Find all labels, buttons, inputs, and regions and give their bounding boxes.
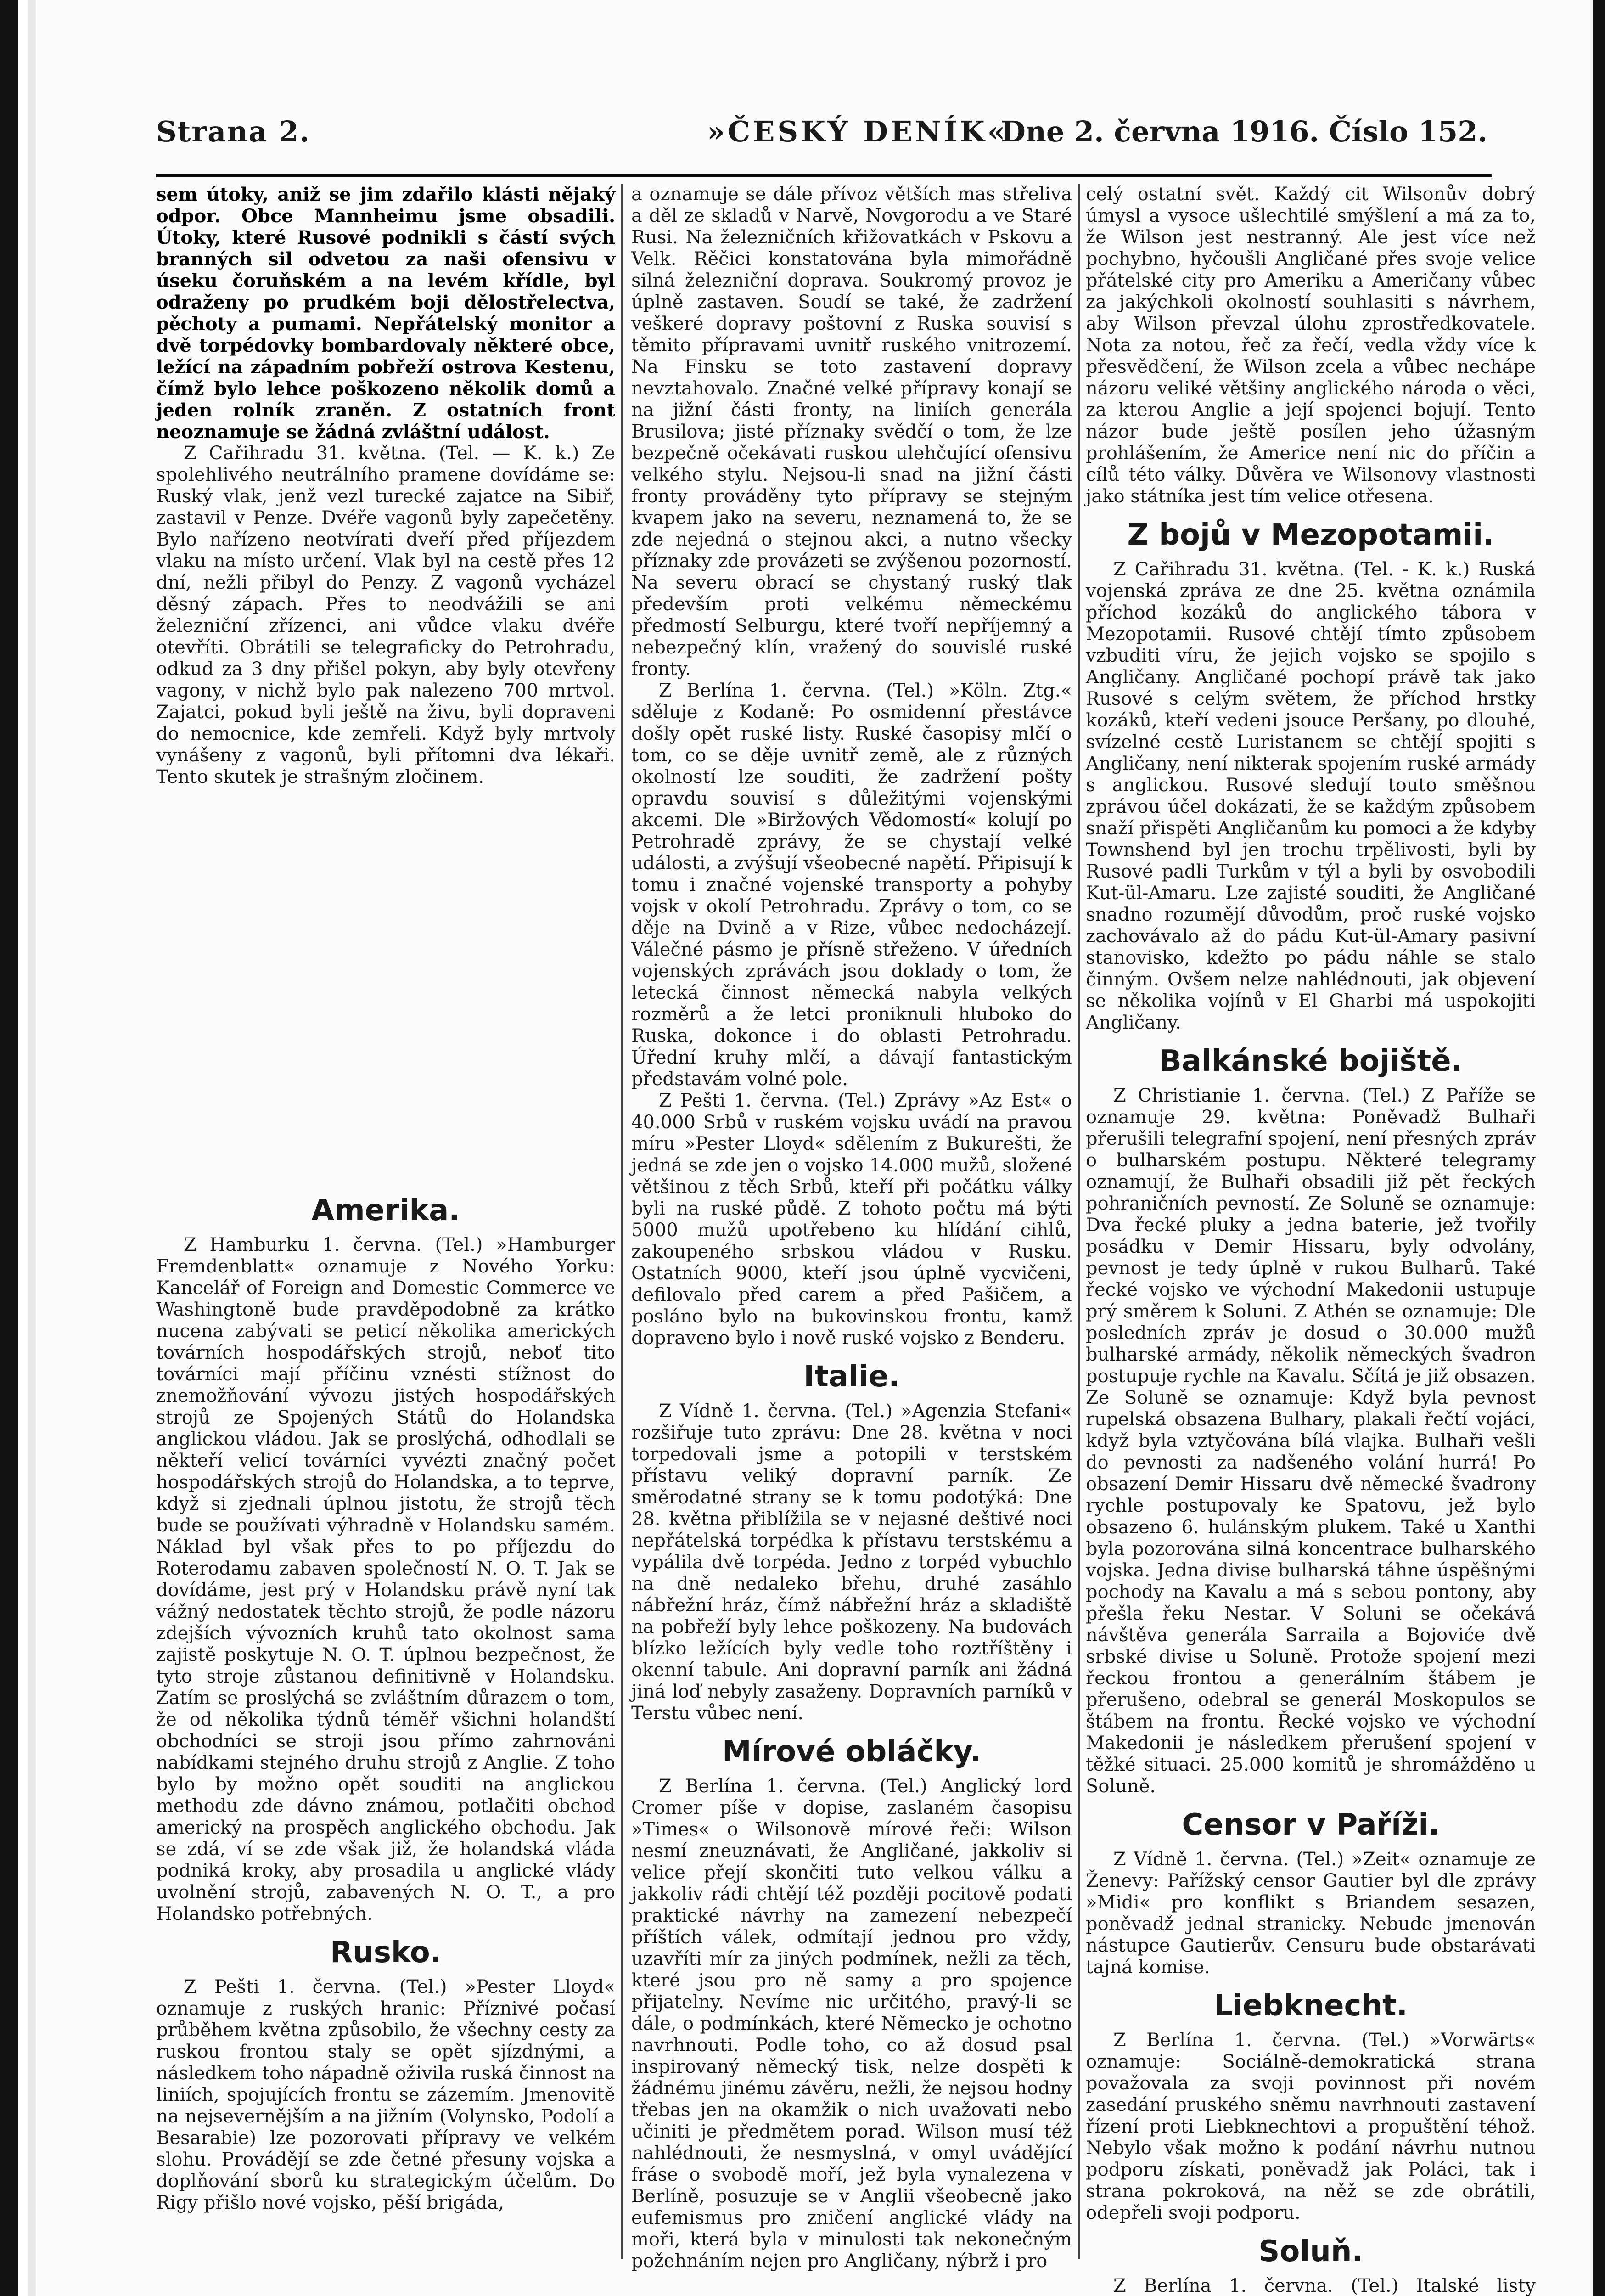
article-text: Z Berlína 1. června. (Tel.) »Vorwärts« oznamuje: Sociálně-demokratická strana považovala za svoji povinnost při novém zasedání pruského sněmu navrhnouti zastavení řízení proti Liebknechtovi a propuštění téhož. Nebylo však možno k podání návrhu nutnou podporu získati, poněvadž jak Poláci, tak i strana pokroková, na něž se zde obrátili, odepřeli svoji podporu.	[1086, 2030, 1536, 2223]
issue-date: Dne 2. června 1916. Číslo 152.	[1001, 115, 1487, 148]
article-text: Z Vídně 1. června. (Tel.) »Zeit« oznamuje ze Ženevy: Pařížský censor Gautier byl dle zprávy »Midi« pro konflikt s Briandem sesazen, poněvadž jednal stranicky. Nebude jmenován nástupce Gautierův. Censuru bude obstarávati tajná komise.	[1086, 1849, 1536, 1978]
section-heading-solun: Soluň.	[1258, 2234, 1363, 2268]
article-text: Z Pešti 1. června. (Tel.) »Pester Lloyd« oznamuje z ruských hranic: Příznivé počasí průběhem května způsobilo, že všechny cesty za ruskou frontou staly se opět sjízdnými, a následkem toho nápadně oživila ruská činnost na liniích, spojujících frontu se zázemím. Jmenovitě na nejsevernějším a na jižním (Volynsko, Podolí a Besarabie) lze pozorovati přípravy ve velkém slohu. Provádějí se zde četné přesuny vojska a doplňování sborů ku strategickým účelům. Do Rigy přišlo nové vojsko, pěší brigáda,	[156, 1976, 615, 2213]
column-2	[631, 184, 1072, 2272]
scan-border-right	[1593, 0, 1605, 2296]
article-text: Z Christianie 1. června. (Tel.) Z Paříže se oznamuje 29. května: Poněvadž Bulhaři přerušili telegrafní spojení, není přesných zpráv o bulharském postupu. Některé telegramy oznamují, že Bulhaři obsadili již pět řeckých pohraničních pevností. Ze Soluně se oznamuje: Dva řecké pluky a jedna baterie, jež tvořily posádku v Demir Hissaru, byly odvolány, pevnost je tedy úplně v rukou Bulharů. Také řecké vojsko ve východní Makedonii ustupuje prý směrem k Soluni. Z Athén se oznamuje: Dle posledních zpráv je dosud o 30.000 mužů bulharské armády, několik německých švadron postupuje rychle na Kavalu. Sčítá je již obsazen. Ze Soluně se oznamuje: Když byla pevnost rupelská obsazena Bulhary, plakali řečtí vojáci, když byla vztyčována bílá vlajka. Bulhaři vešli do pevnosti za nadšeného volání hurrá! Po obsazení Demir Hissaru dvě německé švadrony rychle postupovaly ke Spatovu, jež bylo obsazeno 6. hulánským plukem. Také u Xanthi byla pozorována silná koncentrace bulharského vojska. Jedna divise bulharská táhne úspěšnými pochody na Kavalu a má s sebou pontony, aby přešla řeku Nestar. V Soluni se očekává návštěva generála Sarraila a Bojoviće dvě srbské divise u Soluně. Protože spojení mezi řeckou frontou a generálním štábem je přerušeno, odebral se generál Moskopulos se štábem na frontu. Řecké vojsko ve východní Makedonii je následkem přerušení spojení v těžké situaci. 25.000 komitů je shromážděno u Soluně.	[1086, 1085, 1536, 1797]
article-text: Z Vídně 1. června. (Tel.) »Agenzia Stefani« rozšiřuje tuto zprávu: Dne 28. května v noci torpedovali jsme a potopili v terstském přístavu veliký dopravní parník. Ze směrodatné strany se k tomu podotýká: Dne 28. května přiblížila se v nejasné deštivé noci nepřátelská torpédka k přístavu terstskému a vypálila dvě torpéda. Jedno z torpéd vybuchlo na dně nedaleko břehu, druhé zasáhlo nábřežní hráz, čímž nábřežní hráz a skladiště na pobřeží byly lehce poškozeny. Na budovách blízko ležících byly vedle toho roztříštěny i okenní tabule. Ani dopravní parník ani žádná jiná loď nebyly zasaženy. Dopravních parníků v Terstu vůbec není.	[631, 1401, 1072, 1724]
article-text: a oznamuje se dále přívoz větších mas střeliva a děl ze skladů v Narvě, Novgorodu a ve Staré Rusi. Na železničních křižovatkách v Pskovu a Velk. Rěčici konstatována byla mimořádně silná železniční doprava. Soukromý provoz je úplně zastaven. Soudí se také, že zadržení veškeré dopravy poštovní z Ruska souvisí s těmito přípravami uvnitř ruského vnitrozemí. Na Finsku se toto zastavení dopravy nevztahovalo. Značné velké přípravy konají se na jižní části fronty, na liniích generála Brusilova; jisté příznaky svědčí o tom, že lze bezpečně očekávati ruskou ulehčující ofensivu velkého stylu. Nejsou-li snad na jižní části fronty prováděny tyto přípravy se stejným kvapem jako na severu, neznamená to, že se zde nejedná o stejnou akci, a nutno všecky příznaky zde provázeti se zvýšenou pozorností. Na severu obrací se chystaný ruský tlak především proti velkému německému předmostí Selburgu, které tvoří nepříjemný a nebezpečný klín, vražený do souvislé ruské fronty.	[631, 184, 1072, 680]
column-3	[1086, 184, 1536, 2296]
article-text: celý ostatní svět. Každý cit Wilsonův dobrý úmysl a vysoce ušlechtilé smýšlení a má za to, že Wilson jest nestranný. Ale jest více než pochybno, hyčoušli Angličané přes svoje velice přátelské city pro Ameriku a Američany vůbec za jakýchkoli okolností souhlasiti s návrhem, aby Wilson převzal úlohu zprostředkovatele. Nota za notou, řeč za řečí, vedla vždy více k přesvědčení, že Wilson zcela a vůbec nechápe názoru veliké většiny anglického národa o věci, za kterou Anglie a její spojenci bojují. Tento názor bude ještě posílen jeho úžasným prohlášením, že Americe není nic do příčin a cílů této války. Důvěra ve Wilsonovy vlastnosti jako státníka jest tím velice otřesena.	[1086, 184, 1536, 507]
column-divider-2	[1078, 184, 1080, 2259]
section-heading-balkan: Balkánské bojiště.	[1159, 1044, 1462, 1078]
section-heading-mezopotamie: Z bojů v Mezopotamii.	[1127, 518, 1494, 552]
article-text: Z Cařihradu 31. května. (Tel. — K. k.) Ze spolehlivého neutrálního pramene dovídáme se: Ruský vlak, jenž vezl turecké zajatce na Sibiř, zastavil v Penze. Dvéře vagonů byly zapečetěny. Bylo nařízeno neotvírati dveří před příjezdem vlaku na místo určení. Vlak byl na cestě přes 12 dní, nežli přibyl do Penzy. Z vagonů vycházel děsný zápach. Přes to neodvážili se ani železniční zřízenci, ani vůdce vlaku dvéře otevříti. Obrátili se telegraficky do Petrohradu, odkud za 3 dny přišel pokyn, aby byly otevřeny vagony, v nichž bylo pak nalezeno 700 mrtvol. Zajatci, pokud byli ještě na živu, byli dopraveni do nemocnice, kde zemřeli. Když byly mrtvoly vynášeny z vagonů, byli přítomni dva lékaři. Tento skutek je strašným zločinem.	[156, 443, 615, 788]
article-text: Z Berlína 1. června. (Tel.) Italské listy	[1113, 2275, 1536, 2296]
article-text: sem útoky, aniž se jim zdařilo klásti nějaký odpor. Obce Mannheimu jsme obsadili. Útoky, které Rusové podnikli s částí svých branných sil odvetou za naši ofensivu v úseku čoruňském a na levém křídle, byl odraženy po prudkém boji dělostřelectva, pěchoty a pumami. Nepřátelský monitor a dvě torpédovky bombardovaly některé obce, ležící na západním pobřeží ostrova Kestenu, čímž bylo lehce poškozeno několik domů a jeden rolník zraněn. Z ostatních front neoznamuje se žádná zvláštní událost.	[156, 184, 615, 443]
section-heading-rusko: Rusko.	[330, 1936, 442, 1970]
blank-space	[156, 788, 615, 1183]
header-rule	[156, 174, 1492, 177]
section-heading-censor: Censor v Paříži.	[1182, 1808, 1440, 1842]
section-heading-liebknecht: Liebknecht.	[1214, 1989, 1408, 2023]
section-heading-amerika: Amerika.	[311, 1193, 460, 1227]
page-number: Strana 2.	[156, 115, 310, 148]
article-text: Z Berlína 1. června. (Tel.) »Köln. Ztg.« sděluje z Kodaně: Po osmidenní přestávce došly opět ruské listy. Ruské časopisy mlčí o tom, co se děje uvnitř země, ale z různých okolností lze souditi, že zadržení pošty opravdu souvisí s důležitými vojenskými akcemi. Dle »Biržových Vědomostí« kolují po Petrohradě zprávy, že se chystají velké události, a zvýšují všeobecné napětí. Připisují k tomu i značné vojenské transporty a pohyby vojsk v okolí Petrohradu. Zprávy o tom, co se děje na Dvině a v Rize, vůbec nedocházejí. Válečné pásmo je přísně střeženo. V úředních vojenských zprávách jsou doklady o tom, že letecká činnost německá nabyla velkých rozměrů a že letci proniknuli hluboko do Ruska, dokonce i do oblasti Petrohradu. Úřední kruhy mlčí, a dávají fantastickým představám volné pole.	[631, 680, 1072, 1090]
section-heading-mirove-oblacky: Mírové obláčky.	[722, 1735, 982, 1769]
column-1	[156, 184, 615, 2259]
page-header	[156, 115, 1487, 165]
scan-margin-strip	[28, 0, 36, 2296]
column-divider-1	[621, 184, 623, 2259]
section-heading-italie: Italie.	[803, 1360, 900, 1394]
article-text: Z Hamburku 1. června. (Tel.) »Hamburger Fremdenblatt« oznamuje z Nového Yorku: Kancelář of Foreign and Domestic Commerce ve Washingtoně bude pravděpodobně za krátko nucena zabývati se peticí několika amerických továrních hospodářských strojů, neboť tito továrníci mají příčinu vznésti stížnost do znemožňování vývozu jistých hospodářských strojů ze Spojených Států do Holandska anglickou vládou. Jak se proslýchá, odhodlali se někteří velicí továrníci vyvézti značný počet hospodářských strojů do Holandska, a to teprve, když si zjednali úplnou jistotu, že strojů těch bude se používati výhradně v Holandsku samém. Náklad byl však přes to po příjezdu do Roterodamu zabaven společností N. O. T. Jak se dovídáme, jest prý v Holandsku právě nyní tak vážný nedostatek těchto strojů, že podle názoru zdejších vývozních kruhů tato okolnost sama zajistě poskytuje N. O. T. úplnou bezpečnost, že tyto stroje zůstanou definitivně v Holandsku. Zatím se proslýchá se zvláštním důrazem o tom, že od několika týdnů téměř všichni holandští obchodníci se stroji jsou přímo zahrnováni nabídkami stejného druhu strojů z Anglie. Z toho bylo by možno opět souditi na anglickou methodu zde dávno známou, potlačiti obchod americký na prospěch anglického obchodu. Jak se zdá, ví se zde však již, že holandská vláda podniká kroky, aby prosadila u anglické vlády uvolnění strojů, zabavených N. O. T., a pro Holandsko potřebných.	[156, 1234, 615, 1925]
article-text: Z Cařihradu 31. května. (Tel. - K. k.) Ruská vojenská zpráva ze dne 25. května oznámila příchod kozáků do anglického tábora v Mezopotamii. Rusové chtějí tímto způsobem vzbuditi víru, že jejich vojsko se spojilo s Angličany. Angličané pochopí právě tak jako Rusové s celým světem, že příchod hrstky kozáků, kteří vedeni jsouce Peršany, po dlouhé, svízelné cestě Luristanem se chtějí spojiti s Angličany, není nikterak spojením ruské armády s anglickou. Rusové sledují touto směšnou zprávou účel dokázati, že se každým způsobem snaží přispěti Angličanům ku pomoci a že kdyby Townshend byl jen trochu trpělivosti, byli by Rusové padli Turkům v týl a byli by osvobodili Kut-ül-Amaru. Lze zajisté souditi, že Angličané snadno rozumějí důvodům, proč ruské vojsko zachovávalo až do pádu Kut-ül-Amary pasivní stanovisko, kdežto po pádu náhle se stalo činným. Ovšem nelze nahlédnouti, jak objevení se několika vojínů v El Gharbi má uspokojiti Angličany.	[1086, 559, 1536, 1033]
article-text: Z Pešti 1. června. (Tel.) Zprávy »Az Est« o 40.000 Srbů v ruském vojsku uvádí na pravou míru »Pester Lloyd« sdělením z Bukurešti, že jedná se zde jen o vojsko 14.000 mužů, složené většinou z těch Srbů, kteří při počátku války byli na ruské půdě. Z tohoto počtu má býti 5000 mužů upotřebeno ku hlídání cihlů, zakoupeného srbskou vládou v Rusku. Ostatních 9000, kteří jsou úplně vycvičeni, defilovalo před carem a před Pašičem, a posláno bylo na bukovinskou frontu, kamž dopraveno bylo i nově ruské vojsko z Benderu.	[631, 1090, 1072, 1349]
newspaper-title: »ČESKÝ DENÍK«	[707, 115, 1008, 148]
scan-border-left	[0, 0, 18, 2296]
article-text: Z Berlína 1. června. (Tel.) Anglický lord Cromer píše v dopise, zaslaném časopisu »Times« o Wilsonově mírové řeči: Wilson nesmí zneuznávati, že Angličané, jakkoliv si velice přejí skončiti tuto velkou válku a jakkoliv rádi chtějí též později pocitově podati praktické návrhy na zamezení nebezpečí příštích válek, odmítají jednou pro vždy, uzavříti mír za jiných podmínek, nežli za těch, které jsou pro ně samy a pro spojence přijatelny. Nevíme nic určitého, pravý-li se dále, o podmínkách, které Německo je ochotno navrhnouti. Podle toho, co až dosud psal inspirovaný německý tisk, nelze dospěti k žádnému jinému závěru, nežli, že nejsou hodny třebas jen na okamžik o nich uvažovati nebo učiniti je předmětem porad. Wilson musí též nahlédnouti, že nesmyslná, v omyl uvádějící fráse o svobodě moří, jež byla vynalezena v Berlíně, posuzuje se v Anglii všeobecně jako eufemismus pro zničení anglické vlády na moři, která byla v minulosti tak nekonečným požehnáním nejen pro Angličany, nýbrž i pro	[631, 1776, 1072, 2272]
